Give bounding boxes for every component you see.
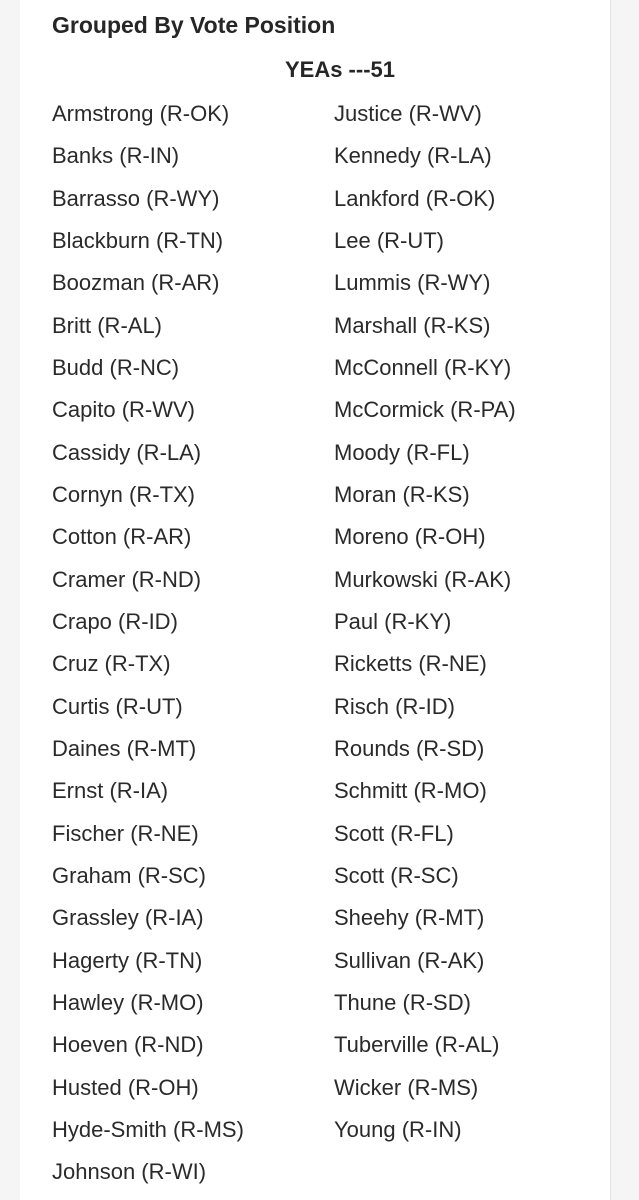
senator-list-item: Lummis (R-WY) [334, 270, 491, 296]
senator-list-item: Marshall (R-KS) [334, 312, 491, 338]
senator-list-item: Armstrong (R-OK) [52, 101, 230, 126]
senator-list-item: Banks (R-IN) [52, 143, 180, 169]
senator-list-item: Fischer (R-NE) [52, 820, 199, 846]
senator-list-item: Ernst (R-IA) [52, 778, 169, 804]
senator-list-item: Risch (R-ID) [334, 693, 455, 719]
senator-list-item: Curtis (R-UT) [52, 693, 183, 719]
senator-list-item: Justice (R-WV) [334, 101, 482, 126]
senator-list-item: Ricketts (R-NE) [334, 651, 487, 677]
senator-list-item: Lankford (R-OK) [334, 185, 496, 211]
yea-count-heading: YEAs ---51 [284, 57, 396, 82]
senator-list-item: Murkowski (R-AK) [334, 566, 512, 592]
senator-list-item: Hyde-Smith (R-MS) [52, 1116, 244, 1142]
senator-list-item: Daines (R-MT) [52, 735, 197, 761]
section-heading: Grouped By Vote Position [52, 12, 336, 38]
senator-list-item: Rounds (R-SD) [334, 735, 485, 761]
senator-list-item: Britt (R-AL) [52, 312, 162, 338]
senator-list-item: Capito (R-WV) [52, 397, 196, 423]
senator-list-item: Scott (R-FL) [334, 820, 454, 846]
senator-list-item: Cramer (R-ND) [52, 566, 202, 592]
senator-list-item: Hawley (R-MO) [52, 989, 204, 1015]
senator-list-item: Young (R-IN) [334, 1116, 462, 1142]
senator-list-item: Tuberville (R-AL) [334, 1032, 500, 1058]
senator-list-item: Husted (R-OH) [52, 1074, 199, 1100]
senator-list-item: Graham (R-SC) [52, 862, 207, 888]
senator-list-item: Hoeven (R-ND) [52, 1032, 204, 1058]
senator-list-item: McCormick (R-PA) [334, 397, 516, 423]
vote-results-card [20, 0, 611, 1200]
senator-list-item: Cornyn (R-TX) [52, 481, 196, 507]
senator-list-item: Moody (R-FL) [334, 439, 470, 465]
senator-list-item: Moran (R-KS) [334, 481, 470, 507]
senator-list-item: Sullivan (R-AK) [334, 947, 485, 973]
senator-list-item: Johnson (R-WI) [52, 1159, 207, 1185]
senator-list-item: Kennedy (R-LA) [334, 143, 492, 169]
senator-list-item: Moreno (R-OH) [334, 524, 486, 550]
senator-list-item: Budd (R-NC) [52, 354, 180, 380]
senator-list-item: McConnell (R-KY) [334, 354, 512, 380]
senator-list-item: Sheehy (R-MT) [334, 905, 485, 931]
senator-list-item: Schmitt (R-MO) [334, 778, 487, 804]
yea-list-left-column [52, 93, 244, 1194]
senator-list-item: Barrasso (R-WY) [52, 185, 220, 211]
senator-list-item: Boozman (R-AR) [52, 270, 220, 296]
senator-list-item: Crapo (R-ID) [52, 608, 178, 634]
senator-list-item: Cruz (R-TX) [52, 651, 171, 677]
senator-list-item: Paul (R-KY) [334, 608, 452, 634]
senator-list-item: Hagerty (R-TN) [52, 947, 203, 973]
senator-list-item: Wicker (R-MS) [334, 1074, 479, 1100]
senator-list-item: Lee (R-UT) [334, 227, 445, 253]
senator-list-item: Cotton (R-AR) [52, 524, 192, 550]
senator-list-item: Blackburn (R-TN) [52, 227, 224, 253]
senator-list-item: Cassidy (R-LA) [52, 439, 202, 465]
senator-list-item: Grassley (R-IA) [52, 905, 204, 931]
senator-list-item: Scott (R-SC) [334, 862, 459, 888]
senator-list-item: Thune (R-SD) [334, 989, 471, 1015]
yea-list-right-column [334, 93, 516, 1151]
